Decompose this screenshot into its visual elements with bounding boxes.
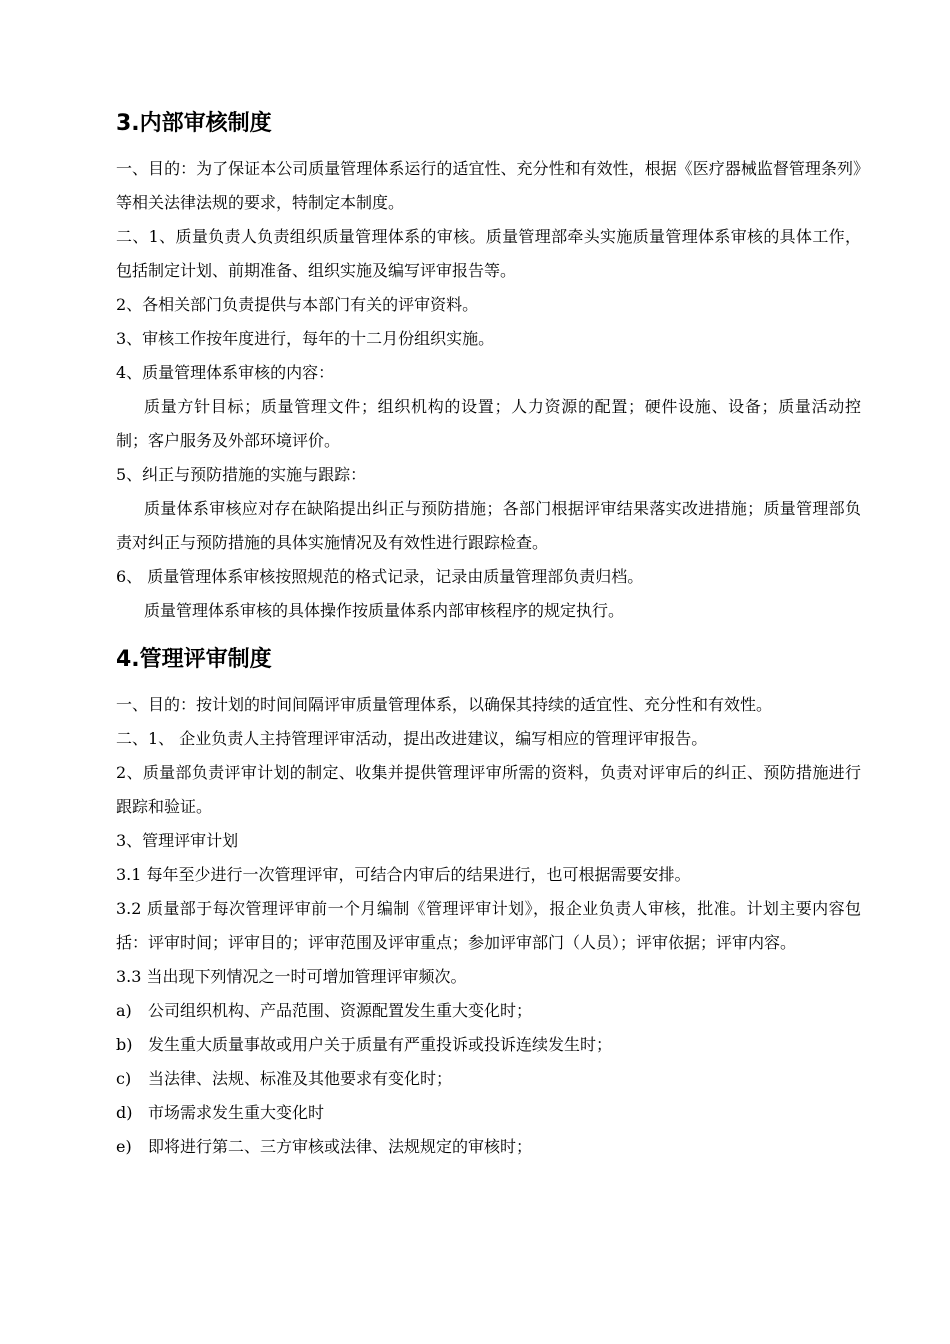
document-page	[116, 104, 861, 1164]
list-item-marker: d)	[116, 1103, 133, 1122]
list-item-marker: a)	[116, 1001, 132, 1020]
list-item	[116, 994, 861, 1028]
section-3-paragraph-departments: 2、各相关部门负责提供与本部门有关的评审资料。	[116, 295, 479, 314]
list-item-marker: b)	[116, 1035, 133, 1054]
section-3-paragraph-responsibility: 二、1、质量负责人负责组织质量管理体系的审核。质量管理部牵头实施质量管理体系审核的具体工作，包括制定计划、前期准备、组织实施及编写评审报告等。	[116, 227, 861, 280]
section-3-paragraph-purpose: 一、目的：为了保证本公司质量管理体系运行的适宜性、充分性和有效性，根据《医疗器械监督管理条列》等相关法律法规的要求，特制定本制度。	[116, 159, 861, 212]
list-item-text: 当法律、法规、标准及其他要求有变化时；	[148, 1069, 453, 1088]
section-3-paragraph-corrective: 质量体系审核应对存在缺陷提出纠正与预防措施；各部门根据评审结果落实改进措施；质量管理部负责对纠正与预防措施的具体实施情况及有效性进行跟踪检查。	[116, 499, 861, 552]
section-4-paragraph-purpose: 一、目的：按计划的时间间隔评审质量管理体系，以确保其持续的适宜性、充分性和有效性。	[116, 695, 773, 714]
list-item	[116, 1096, 861, 1130]
list-item-marker: c)	[116, 1069, 132, 1088]
list-item	[116, 1130, 861, 1164]
section-3-paragraph-content-heading: 4、质量管理体系审核的内容：	[116, 363, 335, 382]
list-item-text: 即将进行第二、三方审核或法律、法规规定的审核时；	[148, 1137, 533, 1156]
section-4-paragraph-plan-heading: 3、管理评审计划	[116, 831, 239, 850]
list-item-text: 公司组织机构、产品范围、资源配置发生重大变化时；	[148, 1001, 533, 1020]
section-3-heading: 3.内部审核制度	[116, 111, 272, 136]
section-4-paragraph-quality-dept: 2、质量部负责评审计划的制定、收集并提供管理评审所需的资料，负责对评审后的纠正、预防措施进行跟踪和验证。	[116, 763, 861, 816]
section-3-paragraph-procedure: 质量管理体系审核的具体操作按质量体系内部审核程序的规定执行。	[144, 601, 625, 620]
section-4-paragraph-3-3: 3.3 当出现下列情况之一时可增加管理评审频次。	[116, 967, 467, 986]
section-4-paragraph-leader: 二、1、 企业负责人主持管理评审活动，提出改进建议，编写相应的管理评审报告。	[116, 729, 708, 748]
section-3-paragraph-corrective-heading: 5、纠正与预防措施的实施与跟踪：	[116, 465, 367, 484]
section-4-paragraph-3-2: 3.2 质量部于每次管理评审前一个月编制《管理评审计划》，报企业负责人审核，批准。计划主要内容包括：评审时间；评审目的；评审范围及评审重点；参加评审部门（人员）；评审依据；评审内容。	[116, 899, 861, 952]
list-item-marker: e)	[116, 1137, 132, 1156]
list-item	[116, 1028, 861, 1062]
list-item-text: 发生重大质量事故或用户关于质量有严重投诉或投诉连续发生时；	[148, 1035, 613, 1054]
list-item	[116, 1062, 861, 1096]
section-4-heading: 4.管理评审制度	[116, 647, 272, 672]
section-3-paragraph-content: 质量方针目标；质量管理文件；组织机构的设置；人力资源的配置；硬件设施、设备；质量活动控制；客户服务及外部环境评价。	[116, 397, 861, 450]
section-4-paragraph-3-1: 3.1 每年至少进行一次管理评审，可结合内审后的结果进行，也可根据需要安排。	[116, 865, 691, 884]
section-3-paragraph-records: 6、 质量管理体系审核按照规范的格式记录，记录由质量管理部负责归档。	[116, 567, 644, 586]
section-3-paragraph-schedule: 3、审核工作按年度进行，每年的十二月份组织实施。	[116, 329, 495, 348]
list-item-text: 市场需求发生重大变化时	[148, 1103, 325, 1122]
